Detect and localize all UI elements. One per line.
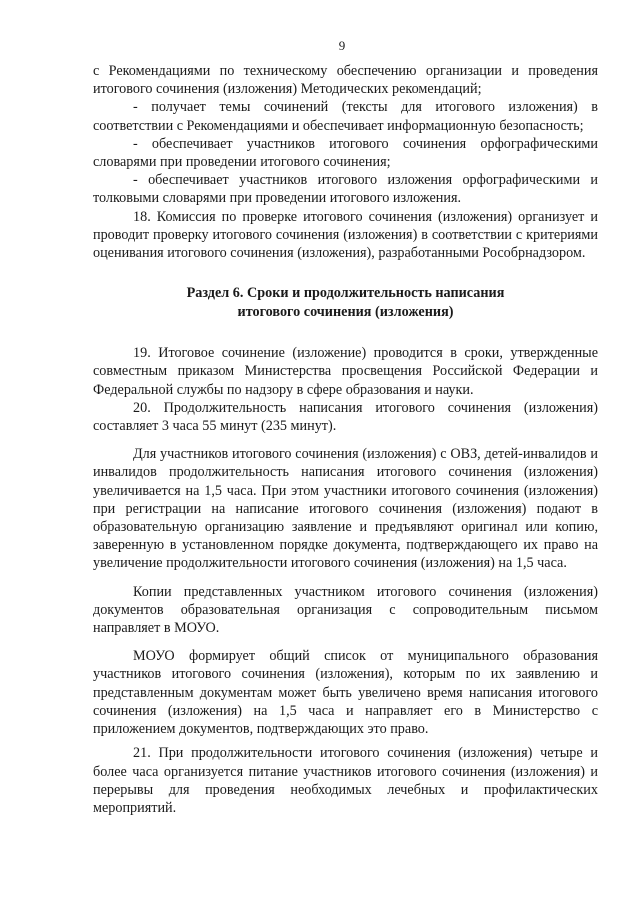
paragraph-recommendations: с Рекомендациями по техническому обеспечению организации и проведения итогового сочинения (изложения) Методических рекомендаций; [93, 63, 598, 98]
section-heading-line-2: итогового сочинения (изложения) [237, 304, 454, 321]
section-heading-line-1: Раздел 6. Сроки и продолжительность написания [186, 285, 505, 302]
paragraph-receives-topics: - получает темы сочинений (тексты для итогового изложения) в соответствии с Рекомендациями и обеспечивает информационную безопасность; [93, 99, 598, 134]
paragraph-essay-dictionaries: - обеспечивает участников итогового сочинения орфографическими словарями при проведении итогового сочинения; [93, 135, 598, 171]
paragraph-item-21: 21. При продолжительности итогового сочинения (изложения) четыре и более часа организуется питание участников итогового сочинения (изложения) и перерывы для проведения необходимых лечебных и профилактических мероприятий. [93, 745, 598, 816]
paragraph-item-20: 20. Продолжительность написания итогового сочинения (изложения) составляет 3 часа 55 минут (235 минут). [93, 399, 598, 435]
page-number: 9 [338, 38, 346, 53]
paragraph-copies: Копии представленных участником итогового сочинения (изложения) документов образовательная организация с сопроводительным письмом направляет в МОУО. [93, 583, 598, 637]
paragraph-ovz-extension: Для участников итогового сочинения (изложения) с ОВЗ, детей-инвалидов и инвалидов продолжительность написания итогового сочинения (изложения) увеличивается на 1,5 часа. При этом участники итогового сочинения (изложения) при регистрации на написание итогового сочинения (изложения) подают в образовательную организацию заявление и предъявляют оригинал или копию, заверенную в установленном порядке документа, подтверждающего их право на увеличение продолжительности итогового сочинения (изложения) на 1,5 часа. [93, 446, 598, 572]
paragraph-item-18: 18. Комиссия по проверке итогового сочинения (изложения) организует и проводит проверку итогового сочинения (изложения) в соответствии с критериями оценивания итогового сочинения (изложения), разработанными Рособрнадзором. [93, 208, 598, 262]
section-heading [93, 284, 598, 322]
paragraph-item-19: 19. Итоговое сочинение (изложение) проводится в сроки, утвержденные совместным приказом Министерства просвещения Российской Федерации и Федеральной службы по надзору в сфере образования и науки. [93, 345, 598, 398]
paragraph-mouo-list: МОУО формирует общий список от муниципального образования участников итогового сочинения (изложения), которым по их заявлению и представленным документам может быть увеличено время написания итогового сочинения (изложения) на 1,5 часа и направляет его в Министерство с приложением документов, подтверждающих это право. [93, 648, 598, 738]
paragraph-summary-dictionaries: - обеспечивает участников итогового изложения орфографическими и толковыми словарями при проведении итогового изложения. [93, 172, 598, 207]
document-body [93, 62, 598, 817]
